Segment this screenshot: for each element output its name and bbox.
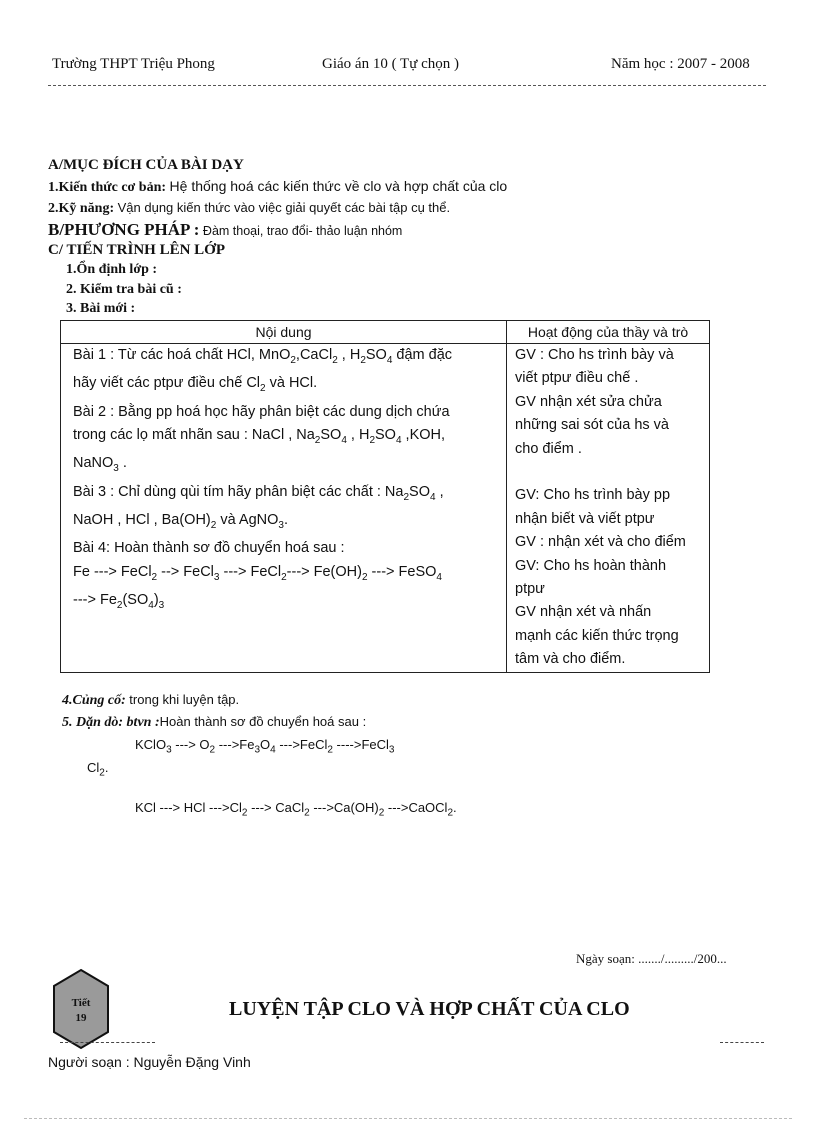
period-label: Tiết — [71, 997, 91, 1009]
content-line: Bài 2 : Bằng pp hoá học hãy phân biệt các dung dịch chứa — [73, 403, 450, 420]
content-line: Bài 4: Hoàn thành sơ đồ chuyển hoá sau : — [73, 540, 345, 557]
step-2: 2. Kiểm tra bài cũ : — [66, 282, 182, 297]
activity-line — [511, 461, 709, 484]
homework-chain-1-tail: $Cl_2$. — [87, 760, 109, 779]
section-b-line — [48, 220, 402, 240]
period-hexagon-badge — [52, 968, 110, 1050]
content-line: Bài 3 : Chỉ dùng qùi tím hãy phân biệt các chất : $Na_2SO_4$ , — [73, 483, 444, 503]
section-a-title: A/MỤC ĐÍCH CỦA BÀI DẠY — [48, 157, 244, 173]
homework-chain-2: KCl ---> HCl $--->Cl_2$ ---> CaCl$_2$ $--->Ca(OH)_2$ --->CaOCl$_2$. — [135, 800, 457, 819]
lesson-title: LUYỆN TẬP CLO VÀ HỢP CHẤT CỦA CLO — [229, 998, 630, 1020]
activity-lines — [507, 344, 709, 672]
activity-line: những sai sót của hs và — [515, 417, 669, 434]
knowledge-text: Hệ thống hoá các kiến thức về clo và hợp chất của clo — [169, 178, 508, 194]
activity-line: GV nhận xét và nhấn — [515, 604, 652, 621]
period-number: 19 — [75, 1012, 87, 1024]
consolidation-label: 4.Củng cố: — [62, 693, 126, 708]
activity-line: viết ptpư điều chế . — [515, 370, 639, 387]
content-line: ---> $Fe_2(SO_4)_3$ — [73, 591, 165, 611]
step-3: 3. Bài mới : — [66, 301, 136, 316]
activity-line: mạnh các kiến thức trọng — [515, 627, 679, 644]
skill-text: Vận dụng kiến thức vào việc giải quyết các bài tập cụ thể. — [117, 200, 451, 215]
activity-line: GV : nhận xét và cho điểm — [515, 534, 686, 551]
content-line: Fe ---> FeCl$_2$ --> FeCl$_3$ ---> FeCl$_2$---> $Fe(OH)_2$ ---> FeSO$_4$ — [73, 563, 442, 583]
lesson-plan-label: Giáo án 10 ( Tự chọn ) — [322, 56, 459, 72]
footer-divider-left — [60, 1042, 155, 1043]
activity-line: ptpư — [515, 581, 545, 598]
consolidation-text: trong khi luyện tập. — [129, 692, 240, 707]
table-header-activity: Hoạt động của thầy và trò — [507, 321, 710, 344]
school-name: Trường THPT Triệu Phong — [52, 56, 215, 72]
activity-line: GV: Cho hs trình bày pp — [515, 487, 671, 504]
skill-line — [48, 200, 450, 217]
activity-line: cho điểm . — [515, 440, 582, 457]
content-line: trong các lọ mất nhãn sau : NaCl , $Na_2SO_4$ , $H_2SO_4$ ,KOH, — [73, 427, 446, 446]
page-bottom-divider — [24, 1118, 792, 1119]
skill-label: 2.Kỹ năng: — [48, 201, 115, 216]
content-line: NaOH , HCl , $Ba(OH)_2$ và AgNO$_3$. — [73, 511, 288, 531]
activity-line: nhận biết và viết ptpư — [515, 510, 655, 527]
content-lines — [61, 344, 506, 617]
content-line: Bài 1 : Từ các hoá chất HCl, MnO$_2$,CaCl$_2$ , $H_2SO_4$ đậm đặc — [73, 347, 453, 366]
section-b-title: B/PHƯƠNG PHÁP : — [48, 220, 200, 239]
activity-line: GV nhận xét sửa chửa — [515, 393, 662, 410]
knowledge-label: 1.Kiến thức cơ bản: — [48, 180, 167, 195]
homework-chain-1: KClO$_3$ ---> $O_2$ $--->Fe_3O_4$ --->FeCl$_2$ ---->FeCl$_3$ — [135, 737, 395, 756]
content-cell — [61, 344, 507, 673]
homework-label: 5. Dặn dò: btvn : — [62, 715, 160, 730]
activity-line: tâm và cho điểm. — [515, 651, 626, 668]
consolidation-line — [62, 692, 239, 709]
section-c-title: C/ TIẾN TRÌNH LÊN LỚP — [48, 242, 225, 258]
activity-line: GV: Cho hs hoàn thành — [515, 557, 667, 574]
header-divider — [48, 85, 766, 86]
step-1: 1.Ổn định lớp : — [66, 262, 158, 277]
content-line: NaNO$_3$ . — [73, 455, 127, 475]
section-b-text: Đàm thoại, trao đổi- thảo luận nhóm — [202, 224, 403, 238]
preparation-date: Ngày soạn: ......./........./200... — [576, 951, 727, 966]
content-line: hãy viết các ptpư điều chế $Cl_2$ và HCl. — [73, 375, 318, 395]
lesson-table — [60, 320, 710, 673]
homework-text: Hoàn thành sơ đồ chuyển hoá sau : — [159, 714, 367, 729]
author-line: Người soạn : Nguyễn Đặng Vinh — [48, 1054, 251, 1070]
footer-divider-right — [720, 1042, 764, 1043]
table-header-content: Nội dung — [61, 321, 507, 344]
homework-line — [62, 714, 366, 731]
school-year: Năm học : 2007 - 2008 — [611, 56, 750, 72]
activity-line: GV : Cho hs trình bày và — [515, 347, 674, 363]
activity-cell — [507, 344, 710, 673]
knowledge-line — [48, 178, 507, 196]
